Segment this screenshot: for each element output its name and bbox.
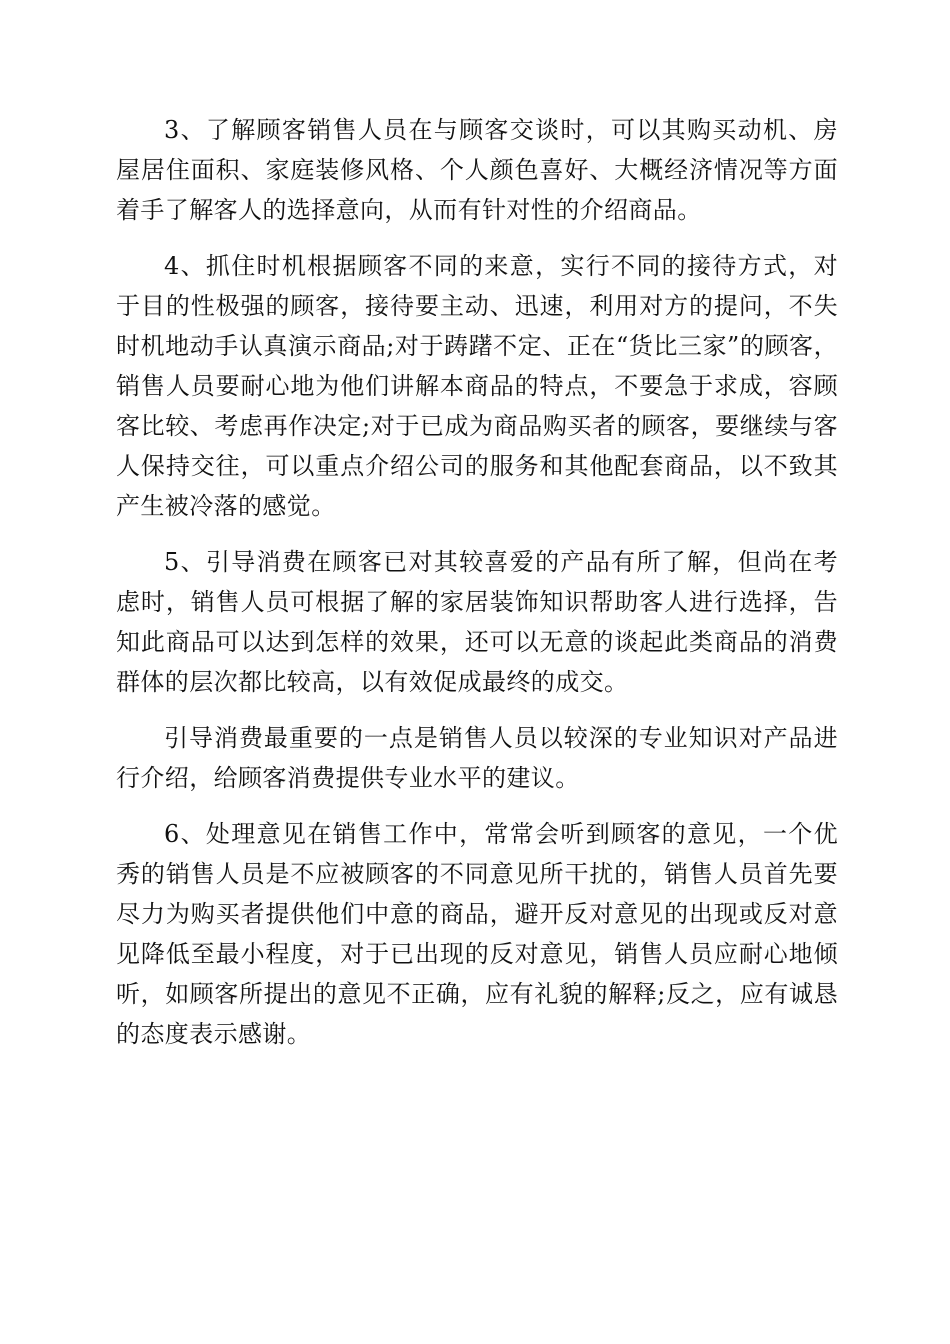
- document-page: [116, 110, 838, 1070]
- paragraph-guide-consumption-key-point: 引导消费最重要的一点是销售人员以较深的专业知识对产品进行介绍，给顾客消费提供专业水平的建议。: [116, 724, 838, 792]
- paragraph-guide-consumption: 5、引导消费在顾客已对其较喜爱的产品有所了解，但尚在考虑时，销售人员可根据了解的家居装饰知识帮助客人进行选择，告知此商品可以达到怎样的效果，还可以无意的谈起此类商品的消费群体的层次都比较高，以有效促成最终的成交。: [116, 548, 838, 696]
- paragraph-seize-opportunity: 4、抓住时机根据顾客不同的来意，实行不同的接待方式，对于目的性极强的顾客，接待要主动、迅速，利用对方的提问，不失时机地动手认真演示商品;对于踌躇不定、正在“货比三家”的顾客，销售人员要耐心地为他们讲解本商品的特点，不要急于求成，容顾客比较、考虑再作决定;对于已成为商品购买者的顾客，要继续与客人保持交往，可以重点介绍公司的服务和其他配套商品，以不致其产生被冷落的感觉。: [116, 252, 838, 520]
- paragraph-handle-opinions: 6、处理意见在销售工作中，常常会听到顾客的意见，一个优秀的销售人员是不应被顾客的不同意见所干扰的，销售人员首先要尽力为购买者提供他们中意的商品，避开反对意见的出现或反对意见降低至最小程度，对于已出现的反对意见，销售人员应耐心地倾听，如顾客所提出的意见不正确，应有礼貌的解释;反之，应有诚恳的态度表示感谢。: [116, 820, 838, 1048]
- paragraph-understand-customer: 3、了解顾客销售人员在与顾客交谈时，可以其购买动机、房屋居住面积、家庭装修风格、个人颜色喜好、大概经济情况等方面着手了解客人的选择意向，从而有针对性的介绍商品。: [116, 116, 838, 224]
